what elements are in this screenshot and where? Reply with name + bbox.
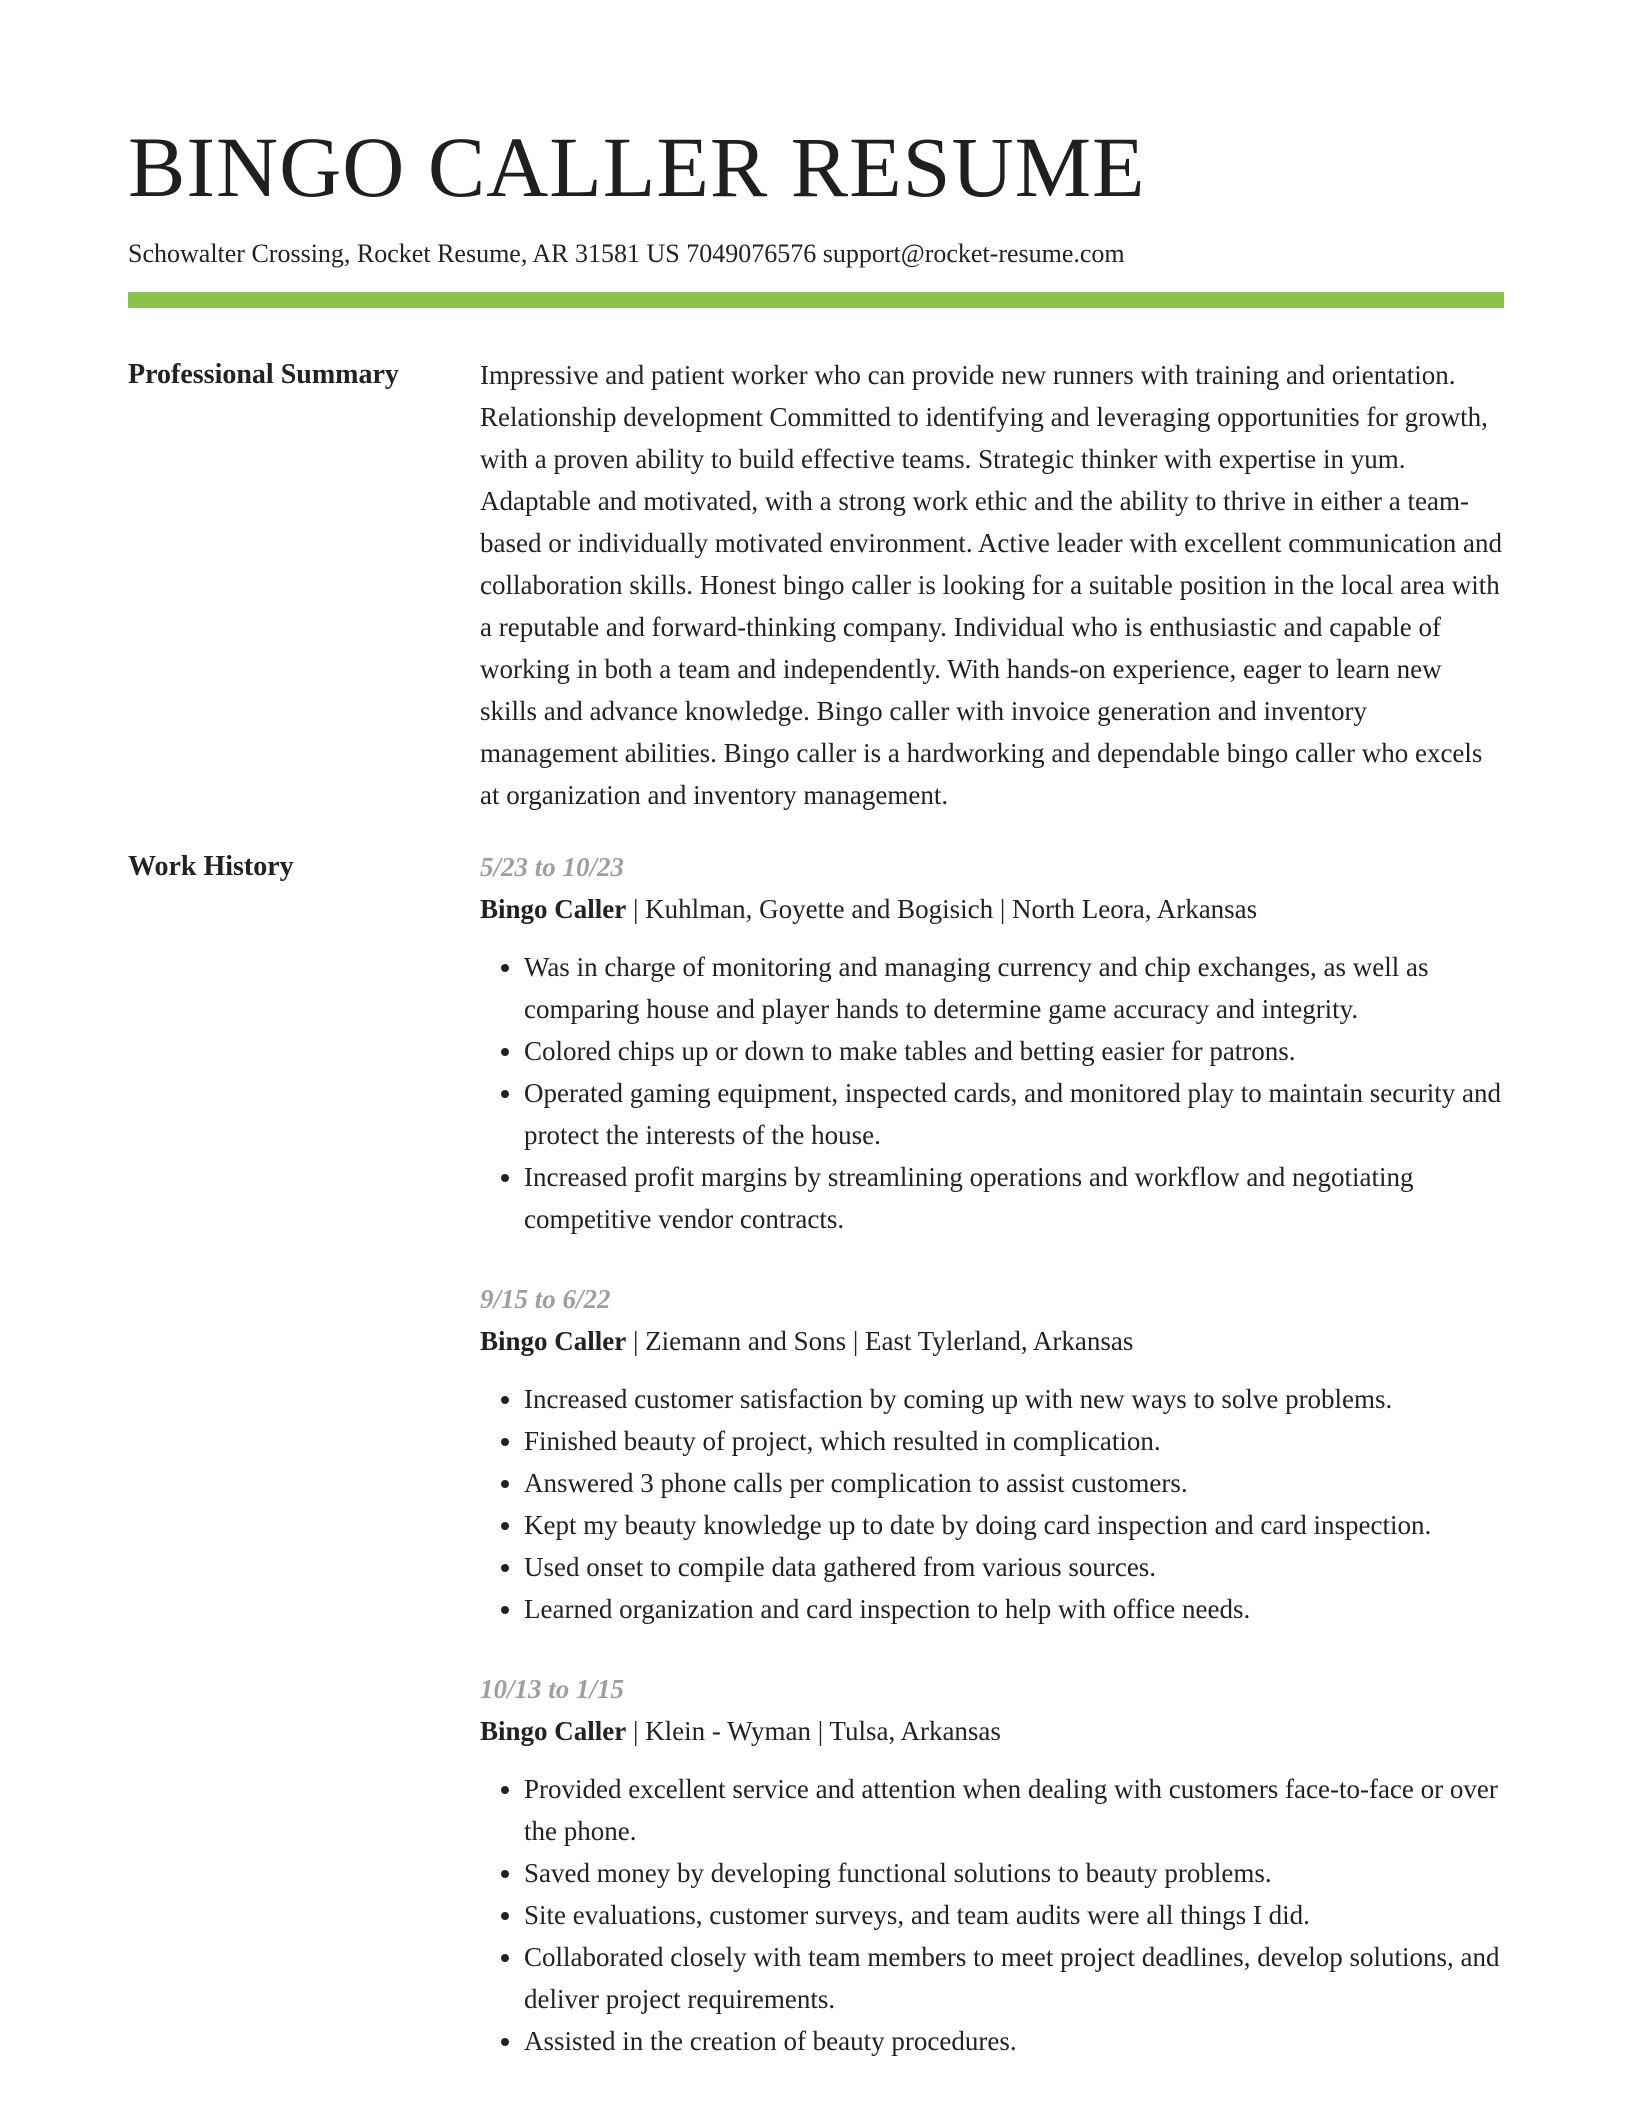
job-title: Bingo Caller xyxy=(480,1326,627,1356)
summary-text: Impressive and patient worker who can provide new runners with training and orientation. Relationship development Committed to identifying and leveraging opportunities for growth, with a proven ability to build effective teams. Strategic thinker with expertise in yum. Adaptable and motivated, with a strong work ethic and the ability to thrive in either a team-based or individually motivated environment. Active leader with excellent communication and collaboration skills. Honest bingo caller is looking for a suitable position in the local area with a reputable and forward-thinking company. Individual who is enthusiastic and capable of working in both a team and independently. With hands-on experience, eager to learn new skills and advance knowledge. Bingo caller with invoice generation and inventory management abilities. Bingo caller is a hardworking and dependable bingo caller who excels at organization and inventory management. xyxy=(480,360,1502,810)
job-bullet: • Increased customer satisfaction by coming up with new ways to solve problems. xyxy=(524,1378,1504,1420)
job-bullet: • Was in charge of monitoring and managing currency and chip exchanges, as well as comparing house and player hands to determine game accuracy and integrity. xyxy=(524,946,1504,1030)
summary-section xyxy=(128,354,1504,816)
resume-title: BINGO CALLER RESUME xyxy=(128,119,1146,215)
job-dates: 5/23 to 10/23 xyxy=(480,852,625,882)
accent-divider xyxy=(128,292,1504,308)
job-bullet: • Finished beauty of project, which resulted in complication. xyxy=(524,1420,1504,1462)
job-employer-location: | Kuhlman, Goyette and Bogisich | North Leora, Arkansas xyxy=(626,894,1258,924)
job-entry xyxy=(480,1668,1504,2062)
summary-label: Professional Summary xyxy=(128,359,399,390)
job-bullet: • Answered 3 phone calls per complication to assist customers. xyxy=(524,1462,1504,1504)
job-bullets xyxy=(480,946,1504,1240)
job-bullet: • Kept my beauty knowledge up to date by doing card inspection and card inspection. xyxy=(524,1504,1504,1546)
job-bullet: • Used onset to compile data gathered from various sources. xyxy=(524,1546,1504,1588)
job-title-line xyxy=(480,1710,1504,1752)
work-history-label: Work History xyxy=(128,851,294,882)
job-entry xyxy=(480,846,1504,1240)
job-title: Bingo Caller xyxy=(480,894,627,924)
job-employer-location: | Ziemann and Sons | East Tylerland, Arkansas xyxy=(626,1326,1134,1356)
job-entry xyxy=(480,1278,1504,1630)
work-history-section xyxy=(128,846,1504,2100)
job-bullet: • Saved money by developing functional solutions to beauty problems. xyxy=(524,1852,1504,1894)
job-bullet: • Site evaluations, customer surveys, and team audits were all things I did. xyxy=(524,1894,1504,1936)
job-list xyxy=(480,846,1504,2100)
job-bullet: • Provided excellent service and attention when dealing with customers face-to-face or over the phone. xyxy=(524,1768,1504,1852)
job-title-line xyxy=(480,1320,1504,1362)
job-bullet: • Learned organization and card inspection to help with office needs. xyxy=(524,1588,1504,1630)
job-title-line xyxy=(480,888,1504,930)
contact-line: Schowalter Crossing, Rocket Resume, AR 31581 US 7049076576 support@rocket-resume.com xyxy=(128,239,1125,268)
job-bullet: • Operated gaming equipment, inspected cards, and monitored play to maintain security and protect the interests of the house. xyxy=(524,1072,1504,1156)
job-bullet: • Assisted in the creation of beauty procedures. xyxy=(524,2020,1504,2062)
job-bullet: • Collaborated closely with team members to meet project deadlines, develop solutions, and deliver project requirements. xyxy=(524,1936,1504,2020)
job-dates: 10/13 to 1/15 xyxy=(480,1674,625,1704)
job-bullets xyxy=(480,1378,1504,1630)
job-bullet: • Colored chips up or down to make tables and betting easier for patrons. xyxy=(524,1030,1504,1072)
job-title: Bingo Caller xyxy=(480,1716,627,1746)
job-employer-location: | Klein - Wyman | Tulsa, Arkansas xyxy=(626,1716,1001,1746)
resume-page xyxy=(128,112,1504,2100)
job-bullet: • Increased profit margins by streamlining operations and workflow and negotiating competitive vendor contracts. xyxy=(524,1156,1504,1240)
job-bullets xyxy=(480,1768,1504,2062)
job-dates: 9/15 to 6/22 xyxy=(480,1284,611,1314)
